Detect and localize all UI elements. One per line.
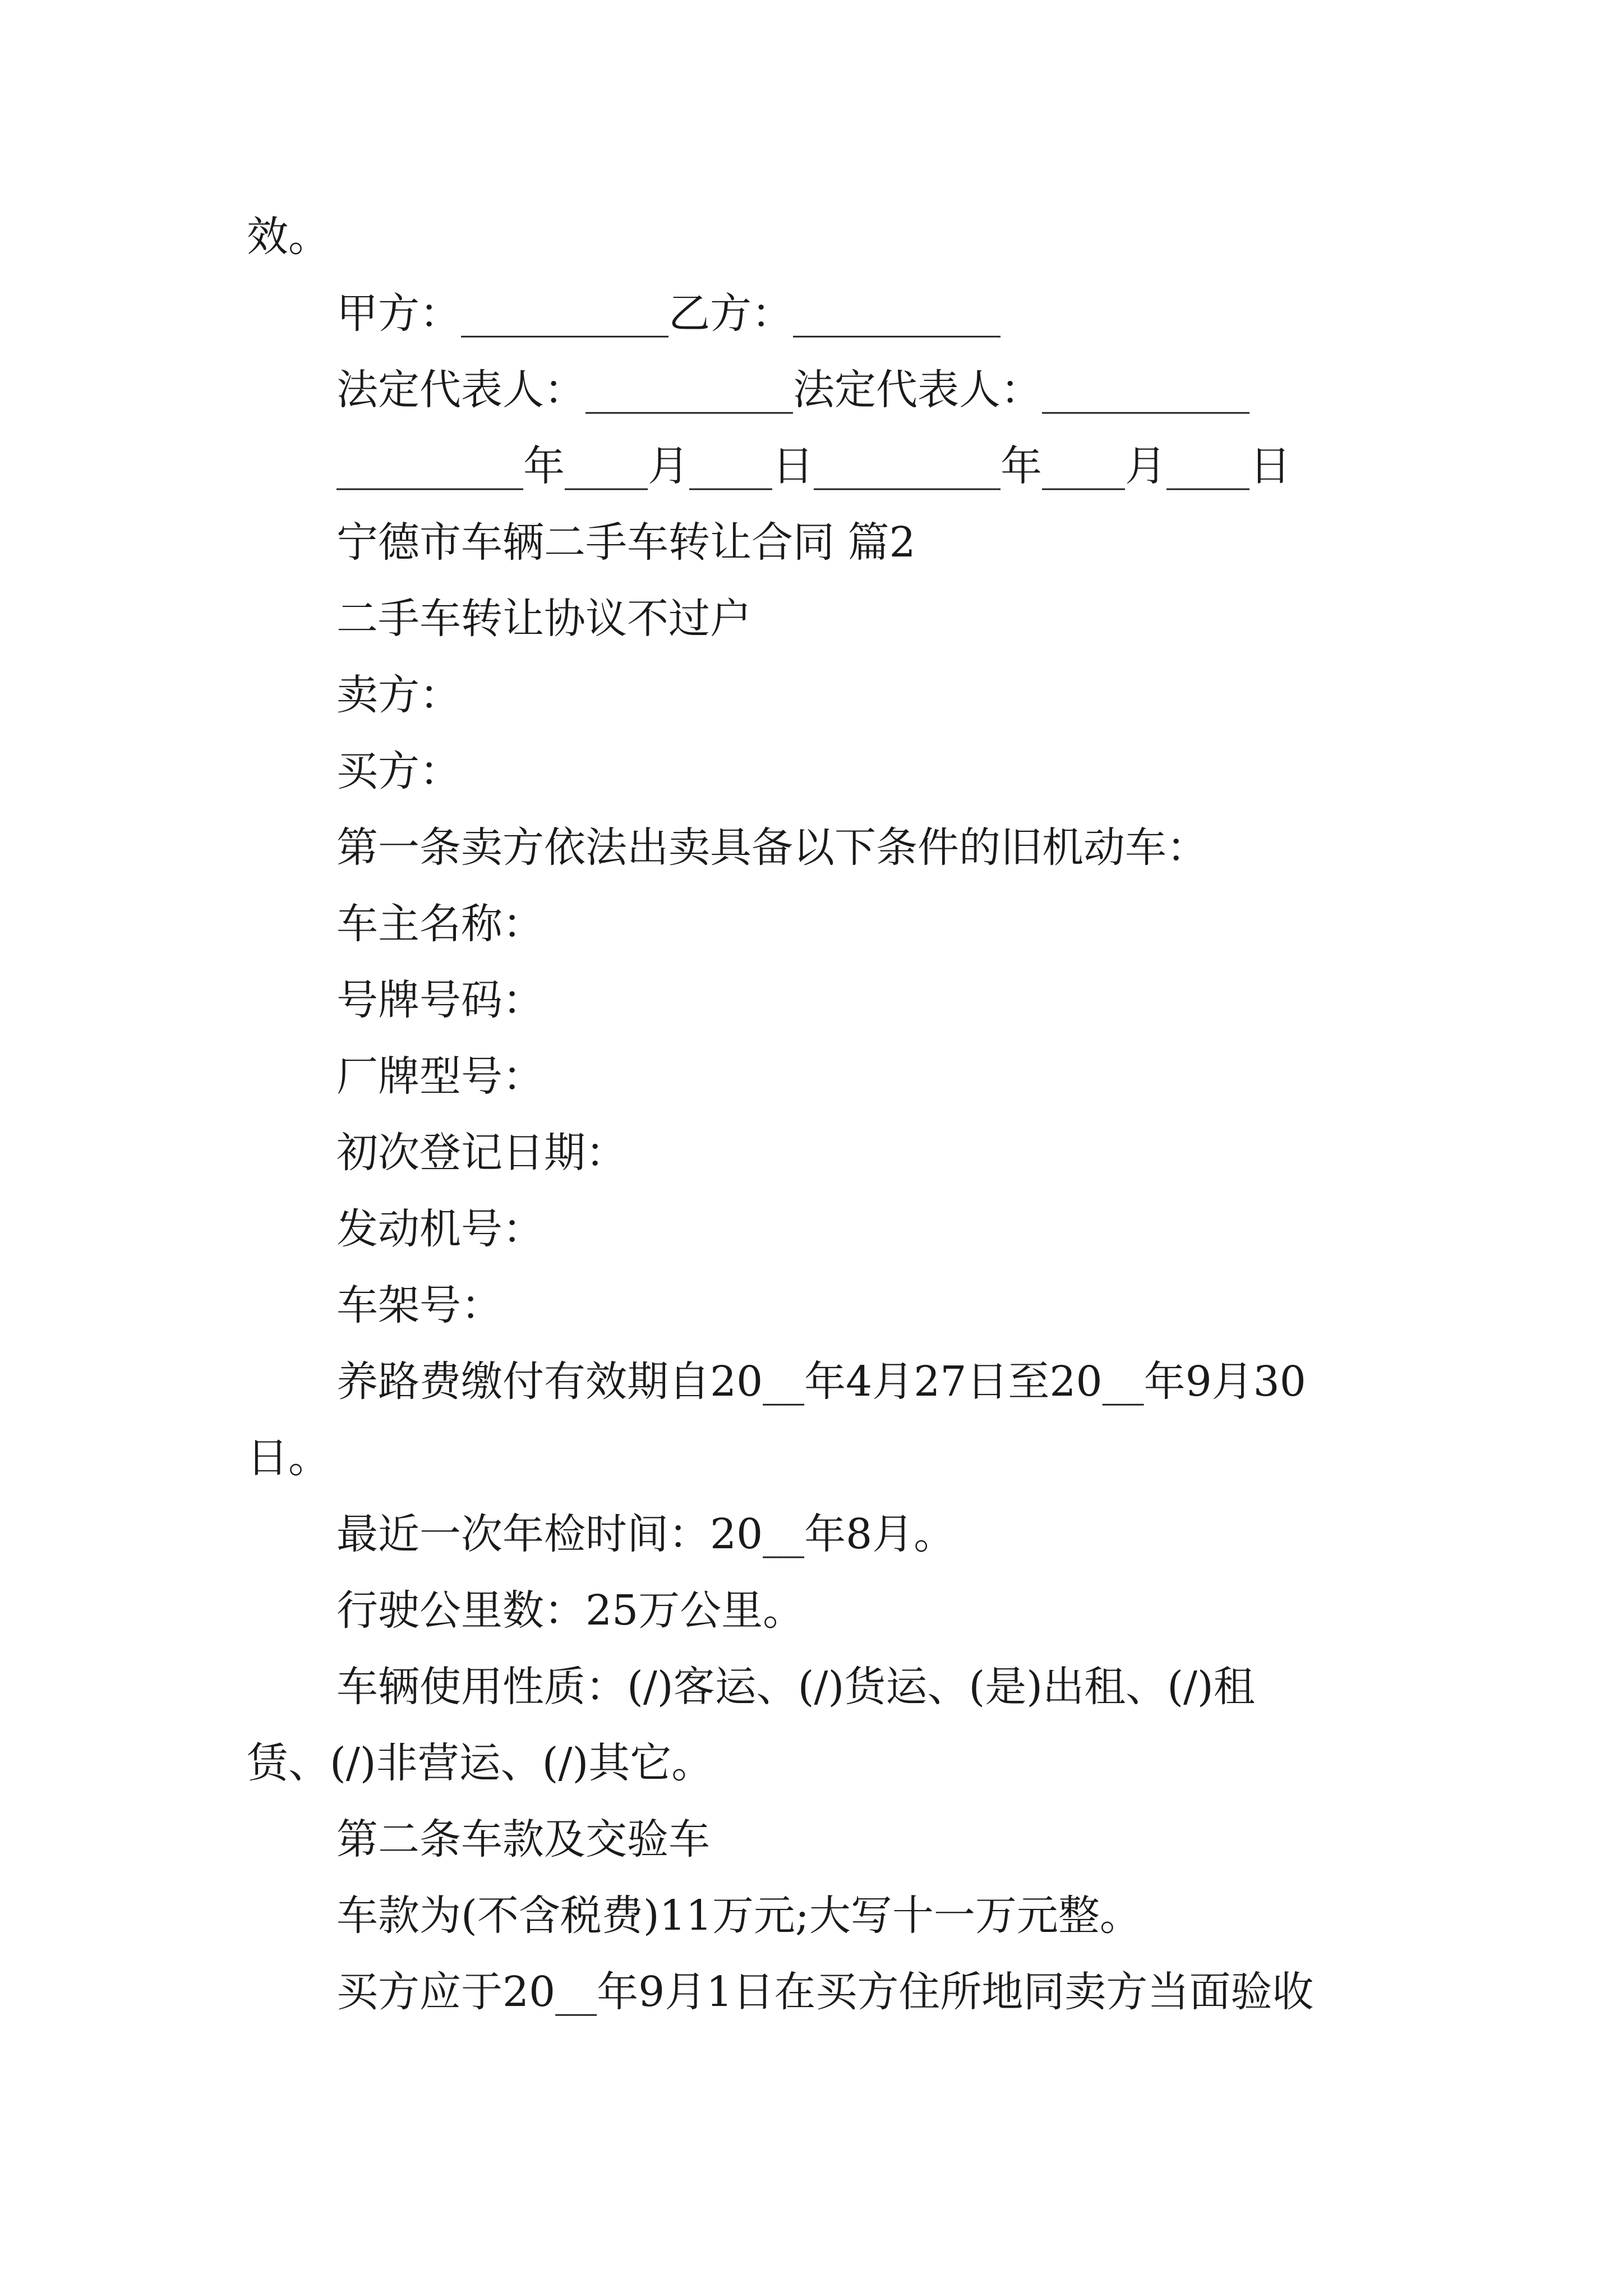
buyer-line: 买方： (336, 747, 461, 795)
registration-date-line: 初次登记日期： (336, 1129, 627, 1177)
road-fee-line: 养路费缴付有效期自20__年4月27日至20__年9月30 (336, 1358, 1306, 1406)
text-line: 赁、(/)非营运、(/)其它。 (247, 1739, 713, 1787)
signature-date-line: _________年____月____日_________年____月____日 (336, 442, 1291, 490)
document-heading: 二手车转让协议不过户 (336, 595, 751, 643)
inspection-line: 最近一次年检时间：20__年8月。 (336, 1510, 956, 1558)
article-2-heading: 第二条车款及交验车 (336, 1815, 710, 1864)
usage-type-line: 车辆使用性质：(/)客运、(/)货运、(是)出租、(/)租 (336, 1663, 1255, 1711)
signature-party-line: 甲方：__________乙方：__________ (336, 289, 1000, 338)
signature-representative-line: 法定代表人：__________法定代表人：__________ (336, 366, 1249, 414)
mileage-line: 行驶公里数：25万公里。 (336, 1586, 805, 1635)
owner-name-line: 车主名称： (336, 900, 544, 948)
price-line: 车款为(不含税费)11万元;大写十一万元整。 (336, 1892, 1141, 1940)
brand-model-line: 厂牌型号： (336, 1052, 544, 1101)
text-line: 日。 (247, 1434, 330, 1482)
article-1-heading: 第一条卖方依法出卖具备以下条件的旧机动车： (336, 823, 1208, 872)
delivery-line: 买方应于20__年9月1日在买方住所地同卖方当面验收 (336, 1968, 1314, 2016)
section-title: 宁德市车辆二手车转让合同 篇2 (336, 518, 916, 567)
engine-number-line: 发动机号： (336, 1205, 544, 1253)
seller-line: 卖方： (336, 671, 461, 719)
plate-number-line: 号牌号码： (336, 976, 544, 1024)
text-line: 效。 (247, 213, 330, 261)
frame-number-line: 车架号： (336, 1281, 502, 1329)
